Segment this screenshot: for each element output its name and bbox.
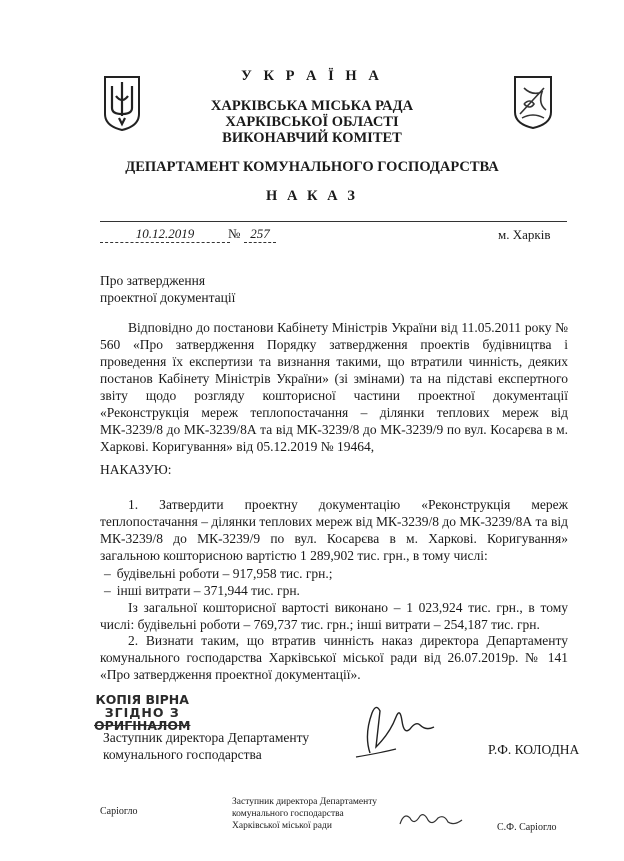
preparer-name: С.Ф. Саріогло (497, 822, 557, 833)
signer-name: Р.Ф. КОЛОДНА (488, 742, 580, 757)
prepared-position-line-3: Харківської міської ради (232, 821, 332, 831)
list-item: – будівельні роботи – 917,958 тис. грн.; (104, 565, 332, 582)
preparer-signature (396, 808, 466, 832)
signer-position (103, 729, 309, 763)
stamp-line-1: КОПІЯ ВІРНА (95, 692, 189, 707)
prepared-by-short: Саріогло (100, 806, 138, 817)
preamble-paragraph: Відповідно до постанови Кабінету Міністрів України від 11.05.2011 року № 560 «Про затвердження Порядку затвердження проектів будівництва і проведення їх експертизи та визнання такими, що втратили чинність, деяких постанов Кабінету Міністрів України» (зі змінами) та на підставі експертного звіту щодо розгляду кошторисної частини проектної документації «Реконструкція мереж теплопостачання – ділянки теплових мереж від МК-3239/8 до МК-3239/8А та від МК-3239/8 до МК-3239/9 по вул. Косарєва в м. Харкові. Коригування» від 05.12.2019 № 19464, (100, 320, 568, 454)
stamp-line-2: ЗГІДНО З (104, 705, 180, 720)
prepared-position-line-1: Заступник директора Департаменту (232, 797, 378, 807)
subject-line-2: проектної документації (100, 290, 236, 305)
completed-paragraph: Із загальної кошторисної вартості виконано – 1 023,924 тис. грн., в тому числі: будівельні роботи – 769,737 тис. грн.; інші витрати – 254,187 тис. грн. (100, 600, 568, 632)
signer-position-line-2: комунального господарства (103, 747, 262, 762)
stamp-line-3: ОРИГІНАЛОМ (94, 718, 191, 733)
subject-line-1: Про затвердження (100, 273, 206, 288)
cost-list (104, 565, 332, 599)
council-line-1: ХАРКІВСЬКА МІСЬКА РАДА (210, 98, 414, 114)
country-title: У К Р А Ї Н А (241, 68, 383, 84)
council-line-2: ХАРКІВСЬКОЇ ОБЛАСТІ (225, 114, 399, 130)
list-item: – інші витрати – 371,944 тис. грн. (104, 582, 332, 599)
order-date: 10.12.2019 (100, 226, 230, 243)
document-type: Н А К А З (266, 188, 358, 204)
order-number: 257 (244, 226, 276, 243)
council-line-3: ВИКОНАВЧИЙ КОМІТЕТ (222, 130, 402, 146)
handwritten-signature (350, 695, 440, 765)
prepared-by-position (232, 796, 377, 832)
signer-position-line-1: Заступник директора Департаменту (103, 730, 310, 745)
item-1-paragraph: 1. Затвердити проектну документацію «Реконструкція мереж теплопостачання – ділянки теплових мереж від МК-3239/8 до МК-3239/8А та від МК-3239/8 до МК-3239/9 по вул. Косарєва в м. Харкові. Коригування» загальною кошторисною вартістю 1 289,902 тис. грн., в тому числі: (100, 497, 568, 563)
department-title: ДЕПАРТАМЕНТ КОМУНАЛЬНОГО ГОСПОДАРСТВА (125, 159, 499, 175)
order-number-label: № (228, 226, 241, 241)
header-divider (100, 221, 567, 222)
order-word: НАКАЗУЮ: (100, 462, 172, 477)
item-2-paragraph: 2. Визнати таким, що втратив чинність наказ директора Департаменту комунального господарства Харківської міської ради від 26.07.2019р. № 141 «Про затвердження проектної документації». (100, 633, 568, 682)
city: м. Харків (498, 227, 551, 242)
copy-certified-stamp (94, 693, 190, 732)
council-name (0, 98, 624, 146)
prepared-position-line-2: комунального господарства (232, 809, 344, 819)
order-subject (100, 272, 235, 306)
